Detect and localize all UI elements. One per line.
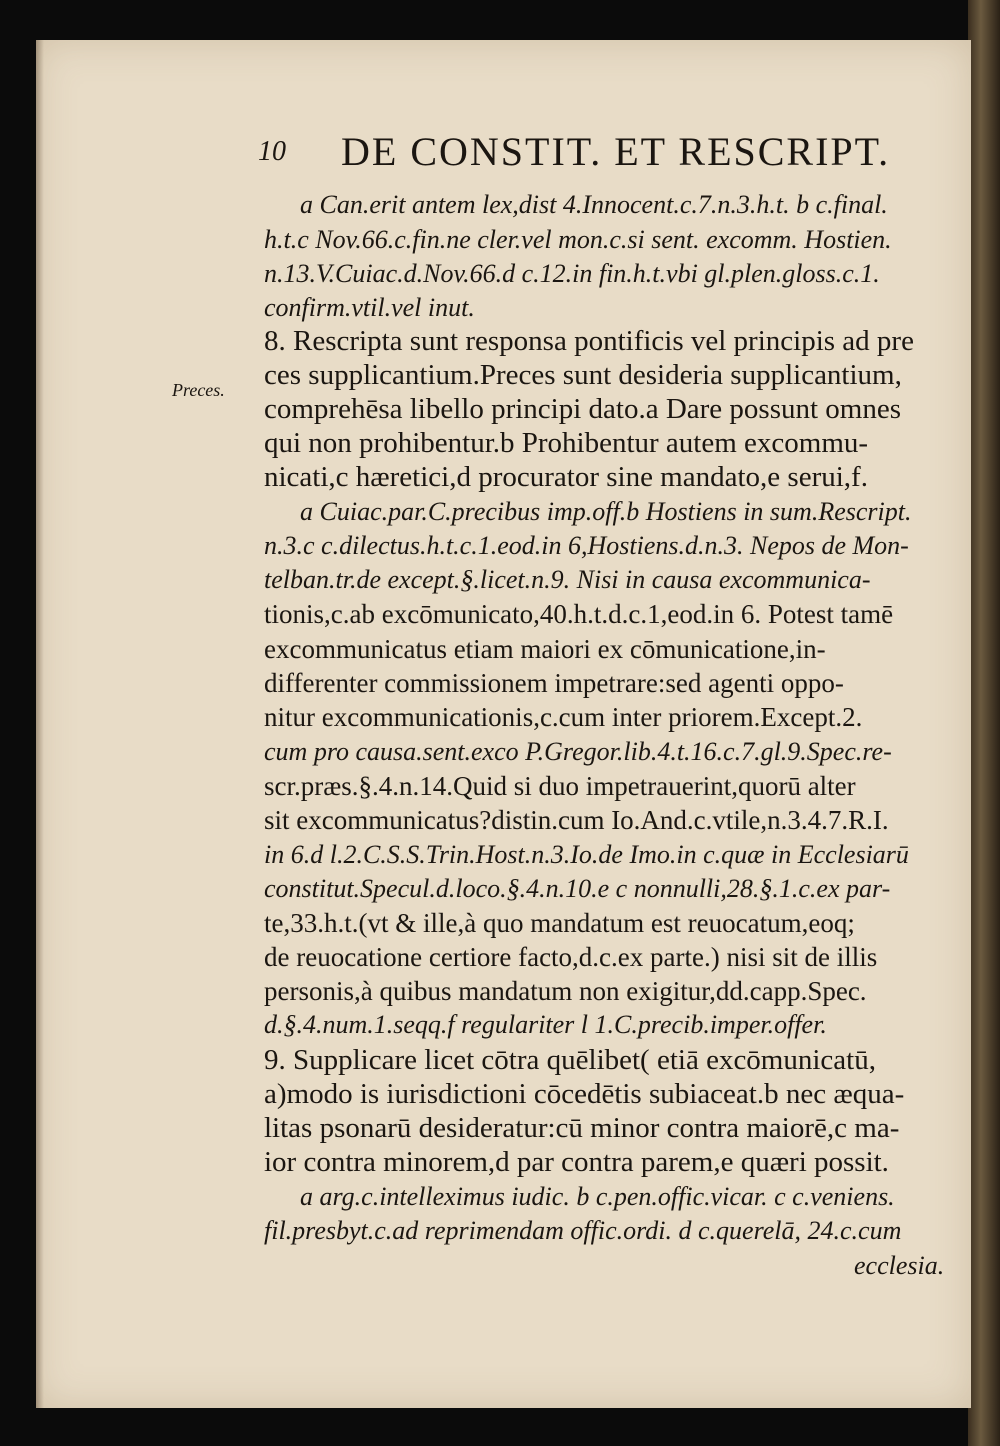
note-line: a arg.c.intelleximus iudic. b c.pen.offic.vicar. c c.veniens.: [300, 1182, 895, 1211]
text-line: nicati,c hæretici,d procurator sine mandato,e serui,f.: [264, 461, 868, 493]
text-line: nitur excommunicationis,c.cum inter priorem.Except.2.: [264, 702, 863, 732]
text-line: personis,à quibus mandatum non exigitur,dd.capp.Spec.: [264, 976, 867, 1006]
text-line: sit excommunicatus?distin.cum Io.And.c.vtile,n.3.4.7.R.I.: [264, 805, 889, 835]
running-title: DE CONSTIT. ET RESCRIPT.: [341, 129, 891, 174]
text-line: excommunicatus etiam maiori ex cōmunicatione,in-: [264, 634, 826, 664]
note-line: constitut.Specul.d.loco.§.4.n.10.e c nonnulli,28.§.1.c.ex par-: [264, 874, 891, 903]
note-line: h.t.c Nov.66.c.fin.ne cler.vel mon.c.si sent. excomm. Hostien.: [264, 225, 892, 254]
note-line: a Cuiac.par.C.precibus imp.off.b Hostiens in sum.Rescript.: [300, 497, 912, 526]
page-edge-shadow: [36, 40, 44, 1408]
page-number: 10: [258, 136, 286, 167]
note-line: ecclesia.: [854, 1251, 945, 1280]
note-line: n.13.V.Cuiac.d.Nov.66.d c.12.in fin.h.t.vbi gl.plen.gloss.c.1.: [264, 259, 880, 288]
text-line: 8. Rescripta sunt responsa pontificis vel principis ad pre: [264, 325, 914, 357]
text-line: differenter commissionem impetrare:sed agenti oppo-: [264, 668, 844, 698]
note-line: in 6.d l.2.C.S.S.Trin.Host.n.3.Io.de Imo.in c.quæ in Ecclesiarū: [264, 840, 909, 869]
text-line: qui non prohibentur.b Prohibentur autem excommu-: [264, 427, 869, 459]
text-line: te,33.h.t.(vt & ille,à quo mandatum est reuocatum,eoq;: [264, 908, 855, 938]
note-line: d.§.4.num.1.seqq.f regulariter l 1.C.precib.imper.offer.: [264, 1010, 827, 1039]
note-line: n.3.c c.dilectus.h.t.c.1.eod.in 6,Hostiens.d.n.3. Nepos de Mon-: [264, 531, 909, 560]
note-line: fil.presbyt.c.ad reprimendam offic.ordi. d c.querelā, 24.c.cum: [264, 1216, 902, 1245]
book-page: [36, 40, 971, 1408]
text-line: 9. Supplicare licet cōtra quēlibet( etiā excōmunicatū,: [264, 1044, 876, 1076]
text-line: ior contra minorem,d par contra parem,e quæri possit.: [264, 1146, 889, 1178]
note-line: telban.tr.de except.§.licet.n.9. Nisi in causa excommunica-: [264, 565, 871, 594]
text-line: a)modo is iurisdictioni cōcedētis subiaceat.b nec æqua-: [264, 1078, 905, 1110]
text-line: tionis,c.ab excōmunicato,40.h.t.d.c.1,eod.in 6. Potest tamē: [264, 599, 894, 629]
note-line: a Can.erit antem lex,dist 4.Innocent.c.7.n.3.h.t. b c.final.: [300, 190, 888, 219]
text-line: de reuocatione certiore facto,d.c.ex parte.) nisi sit de illis: [264, 942, 878, 972]
note-line: confirm.vtil.vel inut.: [264, 293, 475, 322]
text-line: comprehēsa libello principi dato.a Dare possunt omnes: [264, 393, 902, 425]
margin-note: Preces.: [172, 380, 225, 400]
text-line: litas psonarū desideratur:cū minor contra maiorē,c ma-: [264, 1112, 900, 1144]
note-line: cum pro causa.sent.exco P.Gregor.lib.4.t.16.c.7.gl.9.Spec.re-: [264, 737, 892, 766]
text-line: scr.præs.§.4.n.14.Quid si duo impetrauerint,quorū alter: [264, 771, 856, 801]
text-line: ces supplicantium.Preces sunt desideria supplicantium,: [264, 359, 902, 391]
